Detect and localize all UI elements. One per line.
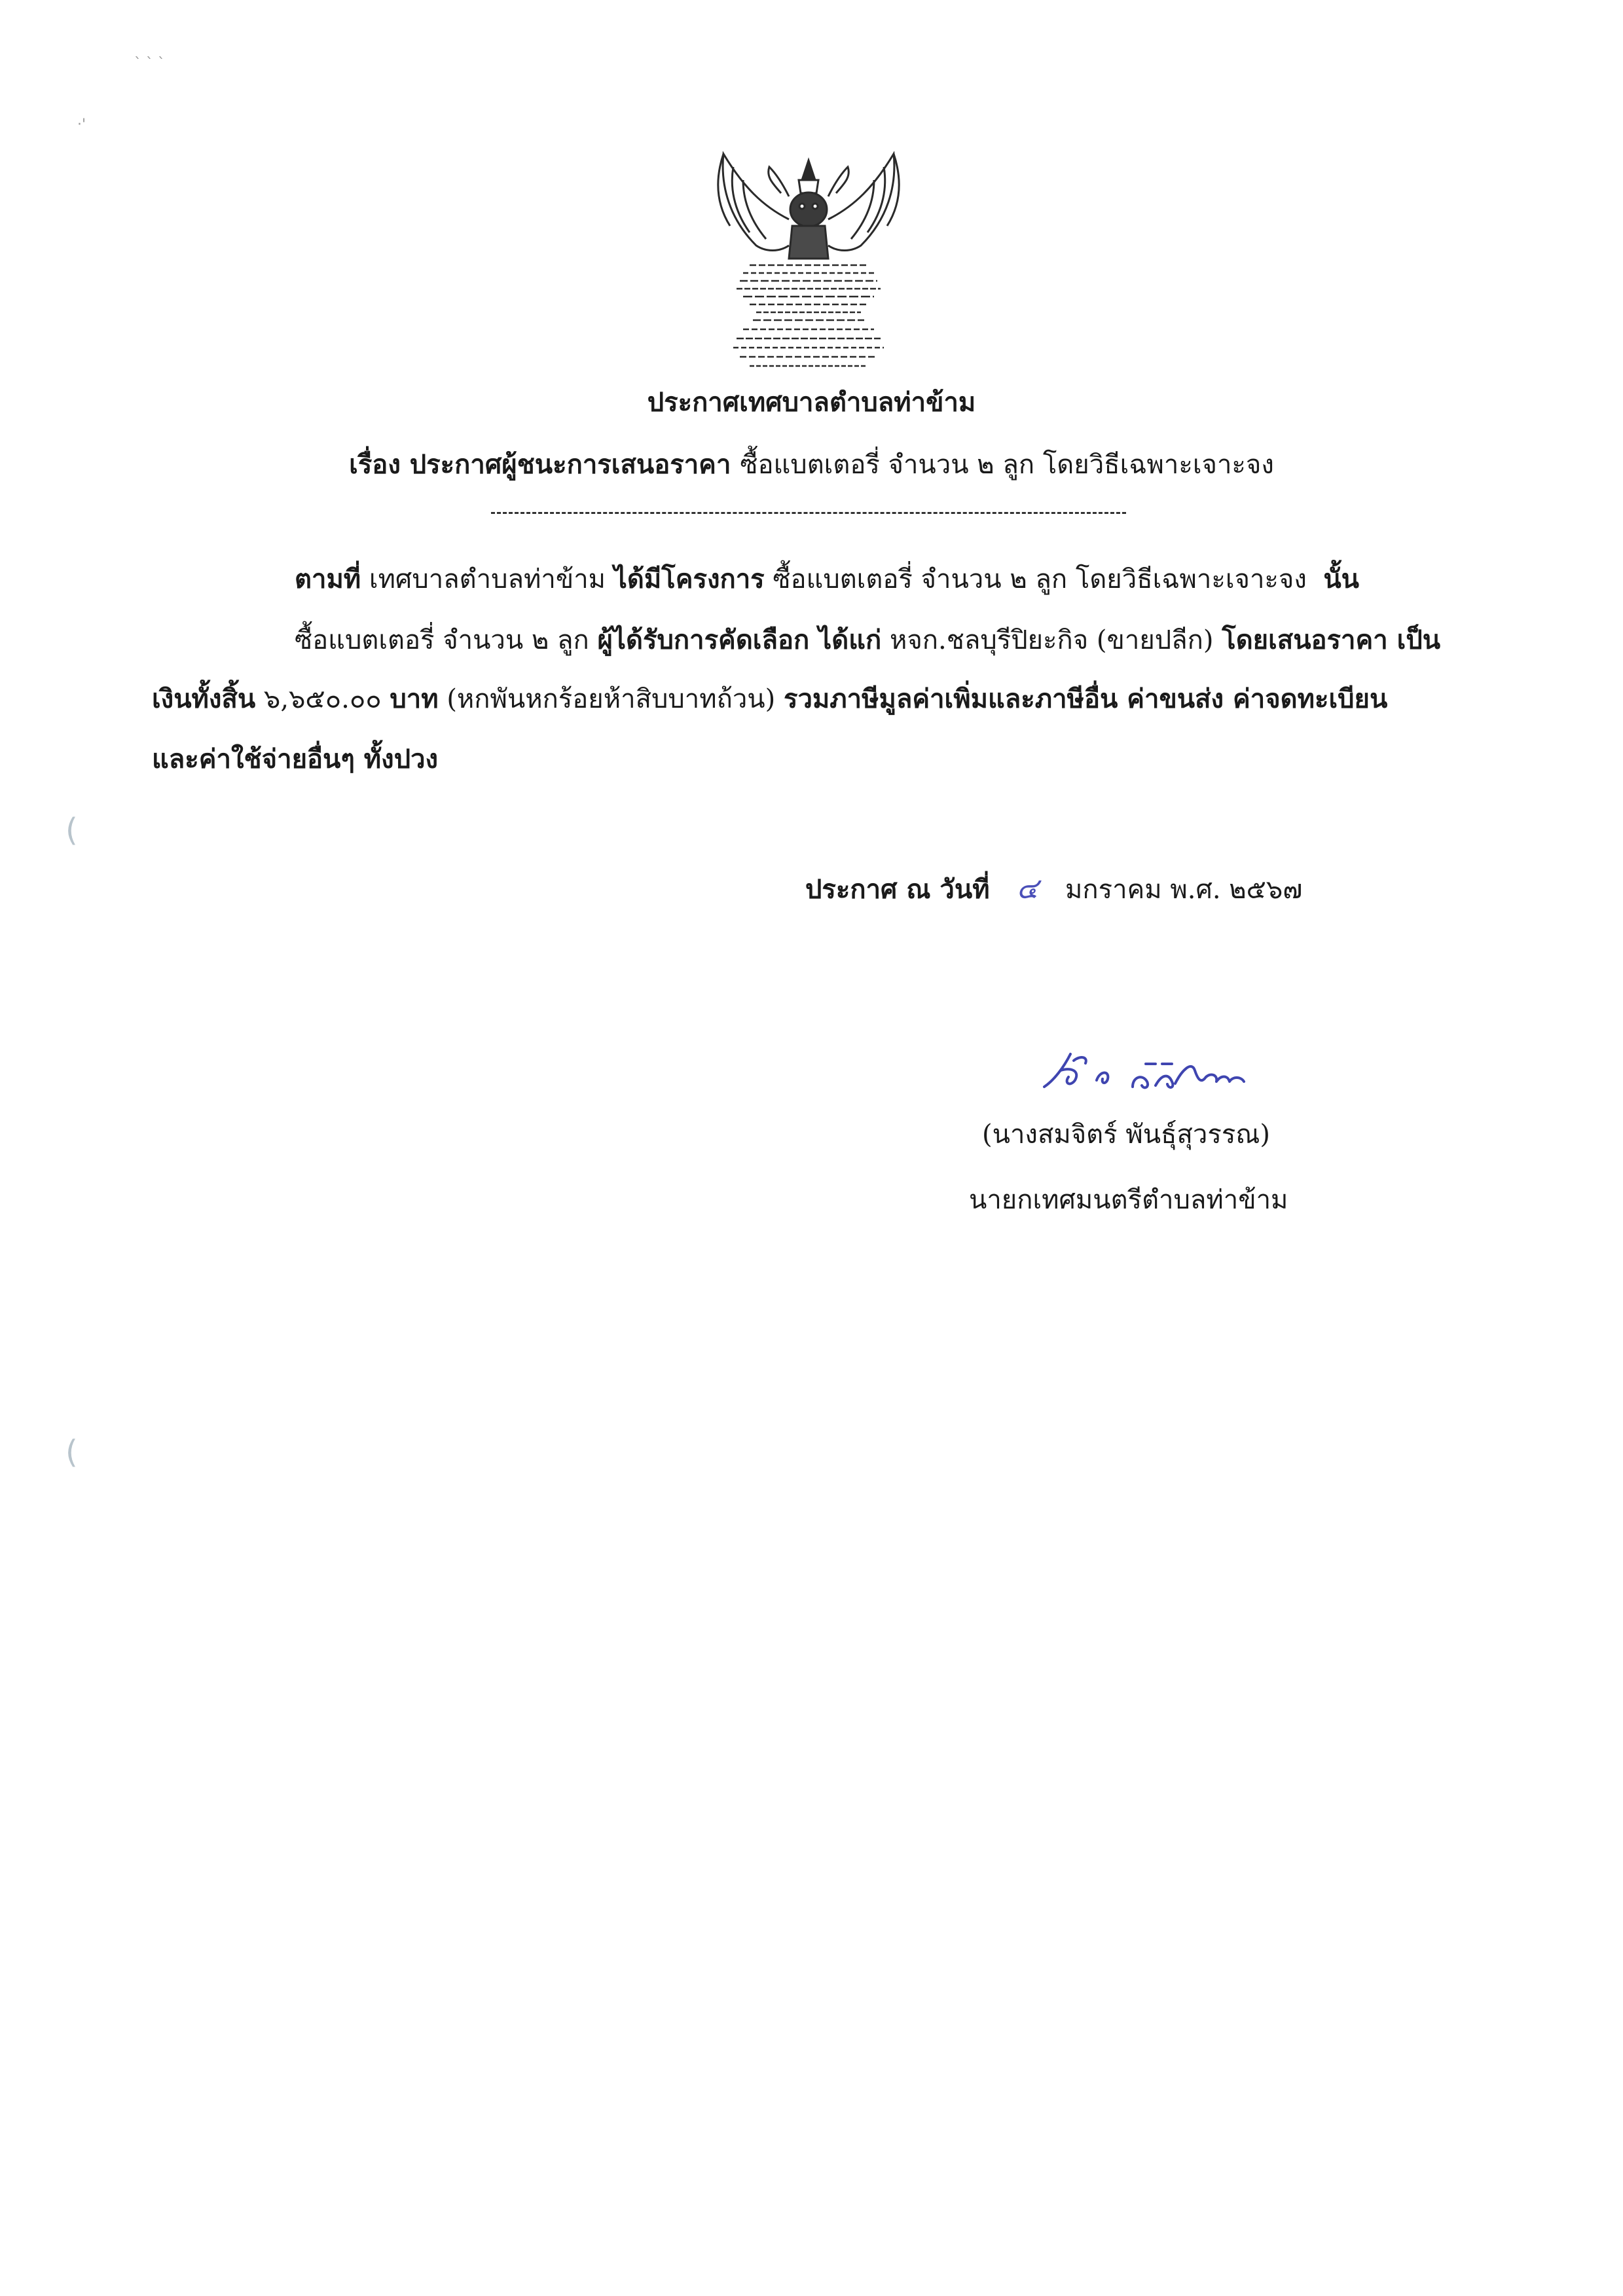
paragraph-line-2 <box>295 627 1440 653</box>
paragraph-line-3 <box>152 683 1388 714</box>
announcement-date <box>805 866 1302 911</box>
amount-in-words: (หกพันหกร้อยห้าสิบบาทถ้วน) <box>447 684 776 714</box>
signer-name-text: (นางสมจิตร์ พันธุ์สุวรรณ) <box>982 1120 1271 1150</box>
text-bold: บาท <box>390 683 439 714</box>
title-text: ประกาศเทศบาลตำบลท่าข้าม <box>647 387 976 418</box>
scan-speck: ` ` ` <box>134 56 165 72</box>
text-bold: เงินทั้งสิ้น <box>152 683 256 714</box>
amount-value: ๖,๖๕๐.๐๐ <box>263 684 382 714</box>
text-normal: ซื้อแบตเตอรี่ จำนวน ๒ ลูก <box>295 625 589 655</box>
signer-position-text: นายกเทศมนตรีตำบลท่าข้าม <box>969 1185 1288 1215</box>
garuda-emblem-icon <box>704 147 913 376</box>
announcement-title <box>0 381 1623 423</box>
signature-icon <box>1034 1041 1257 1100</box>
scan-margin-mark: ( <box>65 1434 78 1470</box>
text-normal: ซื้อแบตเตอรี่ จำนวน ๒ ลูก โดยวิธีเฉพาะเจาะจง <box>773 564 1307 594</box>
scan-margin-mark: ( <box>65 812 78 848</box>
text-bold: โดยเสนอราคา เป็น <box>1222 625 1441 655</box>
handwritten-day: ๔ <box>1016 872 1038 905</box>
text-bold: ได้มีโครงการ <box>613 564 765 594</box>
date-month-year: มกราคม พ.ศ. ๒๕๖๗ <box>1065 875 1303 905</box>
text-bold: นั้น <box>1323 564 1359 594</box>
paragraph-line-4 <box>152 746 438 773</box>
text-bold: และค่าใช้จ่ายอื่นๆ ทั้งปวง <box>152 744 439 774</box>
signer-name <box>982 1113 1270 1155</box>
text-bold: รวมภาษีมูลค่าเพิ่มและภาษีอื่น ค่าขนส่ง ค่าจดทะเบียน <box>783 683 1388 714</box>
text-bold: ตามที่ <box>295 564 361 594</box>
paragraph-line-1 <box>295 566 1359 592</box>
announcement-subject <box>0 443 1623 485</box>
text-bold: ผู้ได้รับการคัดเลือก ได้แก่ <box>597 625 882 655</box>
date-prefix: ประกาศ ณ วันที่ <box>805 874 990 905</box>
text-normal: เทศบาลตำบลท่าข้าม <box>369 564 606 594</box>
scan-speck: ·' <box>77 117 86 133</box>
signer-position <box>969 1178 1288 1220</box>
dashed-divider <box>491 512 1126 514</box>
winner-name: หจก.ชลบุรีปิยะกิจ (ขายปลีก) <box>889 625 1214 655</box>
subject-label: เรื่อง ประกาศผู้ชนะการเสนอราคา <box>349 449 731 480</box>
subject-text: ซื้อแบตเตอรี่ จำนวน ๒ ลูก โดยวิธีเฉพาะเจาะจง <box>740 450 1274 480</box>
